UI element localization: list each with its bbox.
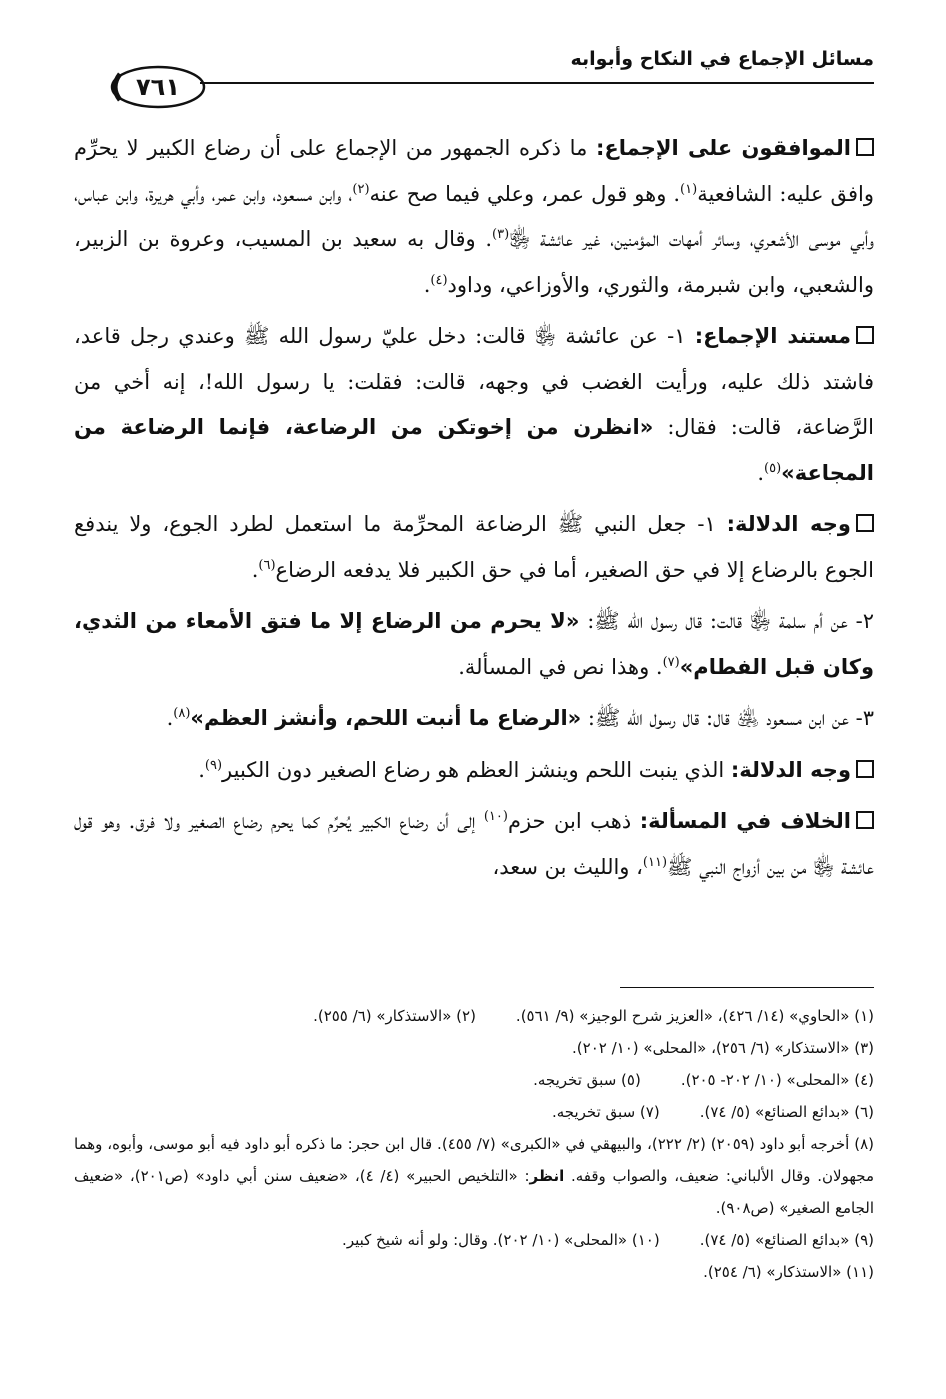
section-heading: الخلاف في المسألة: bbox=[639, 809, 851, 833]
footnote: (١١) «الاستذكار» (٦/ ٢٥٤). bbox=[703, 1263, 874, 1281]
footnote: (١٠) «المحلى» (١٠/ ٢٠٢). وقال: ولو أنه شيخ كبير. bbox=[342, 1231, 660, 1249]
footnote-separator bbox=[620, 987, 874, 988]
footnote-ref: (١٠) bbox=[483, 809, 508, 824]
footnote-ref: (٣) bbox=[492, 227, 510, 242]
paragraph-text: ، وابن مسعود، وابن عمر، وأبي هريرة، وابن عباس، وأبي موسى الأشعري، وسائر أمهات المؤمنين، غير عائشة ﵂ bbox=[74, 181, 874, 251]
paragraph-agreeing-scholars bbox=[74, 126, 874, 308]
footnote: (١) «الحاوي» (١٤/ ٤٢٦)، «العزيز شرح الوجيز» (٩/ ٥٦١). bbox=[515, 1007, 874, 1025]
footnote-row bbox=[74, 1064, 874, 1096]
square-bullet-icon bbox=[856, 811, 874, 829]
page-header bbox=[0, 30, 946, 110]
paragraph-text: . bbox=[166, 706, 174, 730]
square-bullet-icon bbox=[856, 138, 874, 156]
paragraph-text: . bbox=[757, 460, 765, 485]
paragraph-consensus-basis bbox=[74, 314, 874, 496]
paragraph-text: ما ذكره الجمهور من الإجماع على أن رضاع الكبير لا يحرِّم وافق عليه: الشافعية bbox=[74, 136, 875, 206]
square-bullet-icon bbox=[856, 514, 874, 532]
running-title: مسائل الإجماع في النكاح وأبوابه bbox=[570, 48, 874, 70]
footnote: (٧) سبق تخريجه. bbox=[551, 1103, 660, 1121]
hadith-quote: «لا يحرم من الرضاع إلا ما فتق الأمعاء من الثدي، وكان قبل الفطام» bbox=[74, 609, 874, 679]
paragraph-text: ، والليث بن سعد، bbox=[492, 854, 643, 879]
footnote-ref: (٦) bbox=[258, 557, 276, 573]
footnote-ref: (٢) bbox=[352, 181, 370, 197]
hadith-quote: «الرضاع ما أنبت اللحم، وأنشز العظم» bbox=[190, 706, 582, 730]
footnote-ref: (٩) bbox=[204, 757, 223, 773]
footnotes bbox=[74, 1000, 874, 1288]
paragraph-text: ١- جعل النبي ﷺ الرضاعة المحرِّمة ما استعمل لطرد الجوع، ولا يندفع الجوع بالرضاع إلا في حق الصغير، أما في حق الكبير فلا يدفعه الرضاع bbox=[74, 512, 874, 582]
square-bullet-icon bbox=[856, 326, 874, 344]
footnote: (٤) «المحلى» (١٠/ ٢٠٢- ٢٠٥). bbox=[680, 1071, 874, 1089]
paragraph-text: ٣- عن ابن مسعود ﵁ قال: قال رسول الله ﷺ: bbox=[581, 706, 874, 730]
page-number-badge bbox=[108, 64, 208, 110]
footnote-ref: (٥) bbox=[764, 460, 782, 476]
hadith-quote: «انظرن من إخوتكن من الرضاعة، فإنما الرضاعة من المجاعة» bbox=[74, 415, 874, 485]
footnote-row bbox=[74, 1096, 874, 1128]
paragraph-text: . وهذا نص في المسألة. bbox=[458, 654, 663, 679]
footnote: (٣) «الاستذكار» (٦/ ٢٥٦)، «المحلى» (١٠/ ٢٠٢). bbox=[572, 1039, 874, 1057]
section-heading: مستند الإجماع: bbox=[694, 324, 851, 348]
paragraph-text: الذي ينبت اللحم وينشز العظم هو رضاع الصغير دون الكبير bbox=[222, 757, 731, 782]
paragraph-text: . وقال به سعيد بن المسيب، وعروة بن الزبير، والشعبي، وابن شبرمة، والثوري، والأوزاعي، وداود bbox=[74, 227, 874, 297]
footnote: (٥) سبق تخريجه. bbox=[533, 1071, 641, 1089]
paragraph-evidence-2 bbox=[74, 748, 874, 794]
page-number: ٧٦١ bbox=[136, 73, 180, 101]
footnote-text: : «التلخيص الحبير» (٤/ ٤)، «ضعيف سنن أبي داود» (ص٢٠١)، «ضعيف الجامع الصغير» (ص٩٠٨). bbox=[74, 1167, 874, 1217]
paragraph-text: ٢- عن أم سلمة ﵂ قالت: قال رسول الله ﷺ: bbox=[579, 609, 874, 633]
footnote-row bbox=[74, 1256, 874, 1288]
footnote-ref: (١١) bbox=[642, 854, 668, 870]
footnote-row bbox=[74, 1032, 874, 1064]
footnote-ref: (٨) bbox=[173, 706, 191, 721]
square-bullet-icon bbox=[856, 760, 874, 778]
footnote: (٢) «الاستذكار» (٦/ ٢٥٥). bbox=[313, 1007, 476, 1025]
footnote-row bbox=[74, 1000, 874, 1032]
paragraph-hadith-3 bbox=[74, 696, 874, 742]
footnote: (٦) «بدائع الصنائع» (٥/ ٧٤). bbox=[699, 1103, 874, 1121]
paragraph-text: ذهب ابن حزم bbox=[507, 809, 640, 833]
header-rule bbox=[200, 82, 874, 84]
footnote-text: (٨) أخرجه أبو داود (٢٠٥٩) (٢/ ٢٢٢)، والبيهقي في «الكبرى» (٧/ ٤٥٥). قال ابن حجر: ما ذكره أبو داود فيه أبو موسى، وأبوه، وهما مجهولان. وقال الألباني: ضعيف، والصواب وقفه. bbox=[74, 1135, 875, 1185]
paragraph-text: . bbox=[251, 557, 259, 582]
paragraph-text: . وهو قول عمر، وعلي فيما صح عنه bbox=[369, 181, 681, 206]
paragraph-text: ١- عن عائشة ﵂ قالت: دخل عليّ رسول الله ﷺ وعندي رجل قاعد، فاشتد ذلك عليه، ورأيت الغضب في وجهه، قالت: فقلت: يا رسول الله!، إنه أخي من الرَّضاعة، قالت: فقال: bbox=[74, 324, 874, 439]
main-text bbox=[74, 126, 874, 896]
paragraph-evidence-1 bbox=[74, 502, 874, 593]
footnote: (٩) «بدائع الصنائع» (٥/ ٧٤). bbox=[699, 1231, 874, 1249]
footnote-ref: (٤) bbox=[430, 272, 448, 288]
paragraph-text: . bbox=[198, 757, 205, 782]
section-heading: الموافقون على الإجماع: bbox=[596, 136, 851, 160]
footnote bbox=[74, 1128, 874, 1224]
section-heading: وجه الدلالة: bbox=[730, 757, 851, 782]
footnote-ref: (١) bbox=[680, 181, 698, 197]
paragraph-hadith-2 bbox=[74, 599, 874, 690]
section-heading: وجه الدلالة: bbox=[726, 512, 851, 536]
footnote-ref: (٧) bbox=[662, 654, 680, 670]
footnote-keyword: انظر bbox=[529, 1167, 565, 1185]
paragraph-text: إلى أن رضاع الكبير يُحرِّم كما يحرم رضاع الصغير ولا فرق. وهو قول عائشة ﵂ من بين أزواج النبي ﷺ bbox=[74, 809, 874, 879]
paragraph-disagreement bbox=[74, 799, 874, 890]
paragraph-text: . bbox=[423, 272, 431, 297]
footnote-row bbox=[74, 1224, 874, 1256]
